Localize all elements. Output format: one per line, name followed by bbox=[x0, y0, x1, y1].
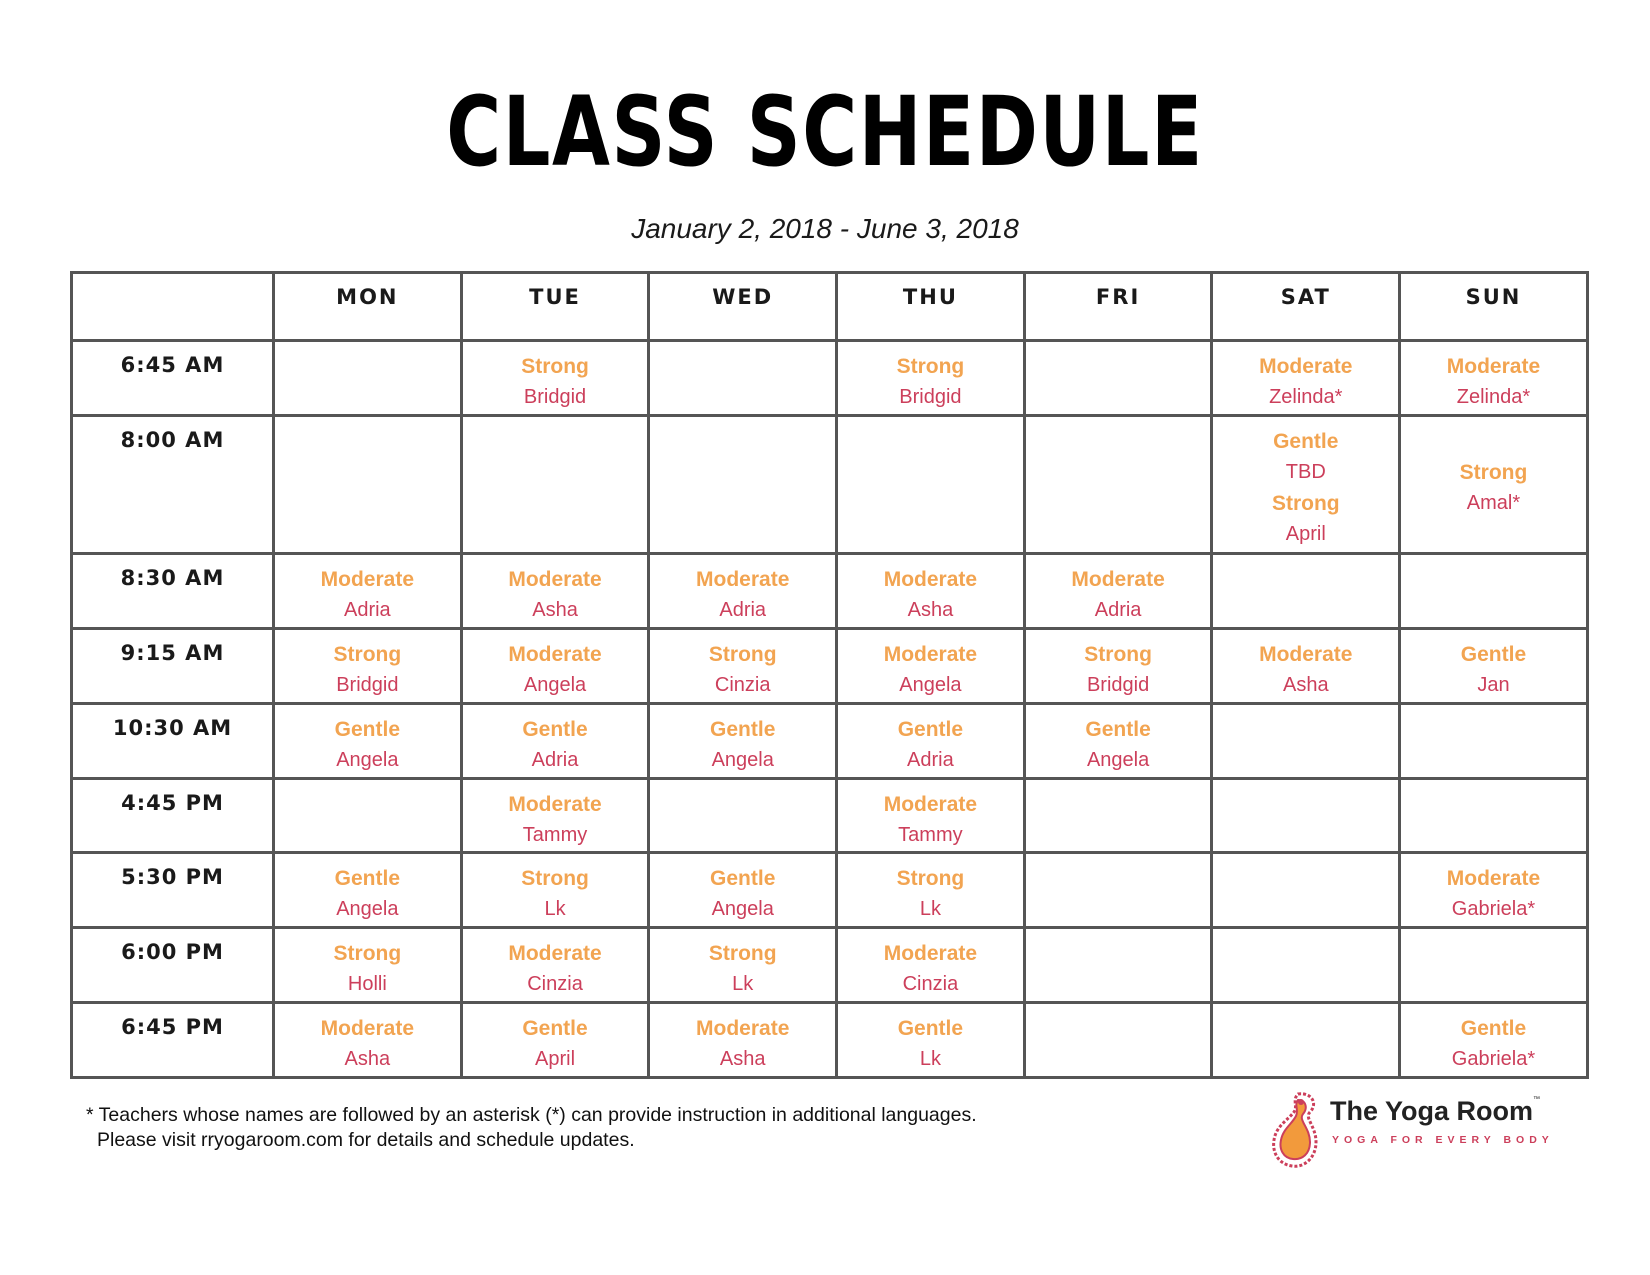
time-cell bbox=[72, 554, 274, 629]
class-list bbox=[838, 342, 1023, 413]
class-level: Gentle bbox=[710, 717, 776, 741]
day-header: WED bbox=[649, 273, 837, 341]
schedule-cell bbox=[274, 341, 462, 416]
class-level: Moderate bbox=[1259, 643, 1353, 667]
class-list bbox=[1026, 854, 1211, 863]
class-teacher: April bbox=[535, 1048, 576, 1071]
schedule-cell bbox=[461, 341, 649, 416]
schedule-cell bbox=[274, 415, 462, 554]
class-list bbox=[1213, 630, 1398, 701]
class-level: Gentle bbox=[710, 867, 776, 891]
class-teacher: Zelinda* bbox=[1269, 386, 1343, 408]
class-level: Moderate bbox=[1446, 867, 1541, 891]
class-list bbox=[275, 630, 460, 701]
class-level: Gentle bbox=[1460, 643, 1527, 667]
class-level: Strong bbox=[708, 942, 777, 966]
class-teacher: Angela bbox=[711, 748, 774, 771]
time-label: 6:45 PM bbox=[121, 1015, 224, 1040]
schedule-cell bbox=[1024, 703, 1212, 778]
schedule-cell bbox=[649, 928, 837, 1003]
class-teacher: Holli bbox=[347, 973, 387, 996]
schedule-cell bbox=[649, 554, 837, 629]
class-teacher: Adria bbox=[1094, 599, 1142, 622]
class-list bbox=[1026, 780, 1211, 789]
class-teacher: Asha bbox=[344, 1048, 391, 1071]
schedule-cell bbox=[1400, 1003, 1588, 1078]
schedule-table bbox=[70, 271, 1589, 1079]
schedule-cell bbox=[1212, 778, 1400, 853]
schedule-cell bbox=[649, 415, 837, 554]
class-list bbox=[275, 555, 460, 626]
schedule-cell bbox=[1212, 928, 1400, 1003]
schedule-cell bbox=[461, 703, 649, 778]
schedule-cell bbox=[837, 703, 1025, 778]
schedule-cell bbox=[1024, 928, 1212, 1003]
class-teacher: Angela bbox=[523, 674, 587, 697]
class-list bbox=[1026, 630, 1211, 701]
class-list bbox=[838, 854, 1023, 925]
time-label: 6:45 AM bbox=[120, 353, 225, 377]
class-teacher: Angela bbox=[336, 898, 399, 921]
schedule-cell bbox=[837, 1003, 1025, 1078]
corner-cell bbox=[72, 273, 274, 341]
class-level: Moderate bbox=[1259, 355, 1353, 378]
class-list bbox=[463, 780, 648, 851]
class-teacher: Lk bbox=[919, 898, 941, 921]
time-cell bbox=[72, 928, 274, 1003]
schedule-cell bbox=[461, 554, 649, 629]
class-list bbox=[650, 780, 835, 789]
yoga-room-logo bbox=[1268, 1090, 1554, 1170]
schedule-cell bbox=[837, 853, 1025, 928]
class-list bbox=[1401, 630, 1586, 701]
class-list bbox=[463, 342, 648, 413]
table-row bbox=[72, 629, 1588, 704]
class-teacher: Cinzia bbox=[527, 973, 583, 996]
class-list bbox=[463, 630, 648, 701]
class-teacher: Jan bbox=[1477, 674, 1510, 697]
class-level: Gentle bbox=[522, 1017, 588, 1041]
table-row bbox=[72, 1003, 1588, 1078]
class-list bbox=[275, 417, 460, 426]
time-cell bbox=[72, 853, 274, 928]
class-list bbox=[1213, 705, 1398, 714]
class-list bbox=[1213, 780, 1398, 789]
class-teacher: Adria bbox=[531, 748, 579, 771]
schedule-cell bbox=[1212, 853, 1400, 928]
class-list bbox=[650, 417, 835, 426]
class-list bbox=[1213, 417, 1398, 550]
schedule-cell bbox=[1024, 629, 1212, 704]
schedule-cell bbox=[1400, 703, 1588, 778]
schedule-cell bbox=[649, 341, 837, 416]
time-label: 10:30 AM bbox=[112, 715, 233, 740]
table-row bbox=[72, 853, 1588, 928]
class-list bbox=[275, 780, 460, 789]
schedule-cell bbox=[1212, 415, 1400, 554]
class-level: Gentle bbox=[522, 717, 588, 741]
schedule-cell bbox=[274, 703, 462, 778]
class-list bbox=[463, 555, 648, 626]
class-level: Moderate bbox=[883, 568, 978, 592]
class-teacher: Gabriela* bbox=[1451, 898, 1536, 921]
date-range: January 2, 2018 - June 3, 2018 bbox=[631, 213, 1019, 244]
class-teacher: Lk bbox=[732, 973, 754, 996]
class-list bbox=[463, 929, 648, 1000]
table-row bbox=[72, 554, 1588, 629]
day-header: THU bbox=[837, 273, 1025, 341]
schedule-cell bbox=[1212, 1003, 1400, 1078]
schedule-cell bbox=[1400, 928, 1588, 1003]
trademark-symbol: ™ bbox=[1533, 1096, 1541, 1103]
class-teacher: Zelinda* bbox=[1456, 386, 1531, 408]
class-level: Gentle bbox=[897, 717, 964, 741]
class-level: Strong bbox=[1084, 643, 1152, 667]
class-level: Moderate bbox=[1071, 568, 1165, 592]
class-teacher: TBD bbox=[1285, 460, 1326, 483]
class-list bbox=[1026, 1004, 1211, 1013]
class-level: Strong bbox=[333, 942, 402, 966]
time-label: 9:15 AM bbox=[120, 641, 225, 666]
class-teacher: Angela bbox=[1086, 748, 1150, 771]
logo-tagline: YOGA FOR EVERY BODY bbox=[1332, 1134, 1554, 1146]
schedule-cell bbox=[274, 853, 462, 928]
schedule-cell bbox=[461, 853, 649, 928]
footnote bbox=[86, 1103, 977, 1153]
class-level: Moderate bbox=[508, 942, 602, 966]
class-teacher: Bridgid bbox=[899, 386, 962, 408]
schedule-cell bbox=[274, 629, 462, 704]
schedule-cell bbox=[1212, 554, 1400, 629]
table-row bbox=[72, 341, 1588, 416]
class-level: Moderate bbox=[883, 792, 978, 816]
class-list bbox=[650, 1004, 835, 1075]
schedule-cell bbox=[1400, 629, 1588, 704]
schedule-cell bbox=[461, 1003, 649, 1078]
class-list bbox=[650, 929, 835, 1000]
class-level: Moderate bbox=[508, 792, 602, 816]
class-list bbox=[838, 705, 1023, 776]
time-cell bbox=[72, 703, 274, 778]
class-teacher: Amal* bbox=[1466, 491, 1521, 514]
schedule-cell bbox=[649, 853, 837, 928]
class-level: Moderate bbox=[320, 568, 415, 592]
day-header: MON bbox=[274, 273, 462, 341]
class-teacher: Asha bbox=[907, 599, 954, 622]
time-cell bbox=[72, 629, 274, 704]
schedule-cell bbox=[274, 778, 462, 853]
table-row bbox=[72, 415, 1588, 554]
schedule-cell bbox=[1400, 341, 1588, 416]
class-level: Moderate bbox=[883, 643, 978, 667]
schedule-cell bbox=[1400, 415, 1588, 554]
schedule-cell bbox=[649, 629, 837, 704]
class-teacher: Tammy bbox=[898, 823, 963, 846]
class-list bbox=[275, 705, 460, 776]
schedule-cell bbox=[837, 629, 1025, 704]
class-level: Strong bbox=[708, 643, 777, 667]
schedule-cell bbox=[1400, 554, 1588, 629]
class-list bbox=[1026, 417, 1211, 426]
class-level: Moderate bbox=[508, 568, 602, 592]
time-cell bbox=[72, 778, 274, 853]
class-teacher: Adria bbox=[719, 599, 767, 622]
class-teacher: Cinzia bbox=[714, 674, 771, 697]
schedule-cell bbox=[1212, 341, 1400, 416]
class-list bbox=[1401, 342, 1586, 413]
schedule-cell bbox=[837, 341, 1025, 416]
class-list bbox=[650, 342, 835, 351]
class-list bbox=[650, 630, 835, 701]
class-list bbox=[463, 417, 648, 426]
class-teacher: Gabriela* bbox=[1451, 1048, 1536, 1071]
class-list bbox=[275, 342, 460, 351]
class-level: Moderate bbox=[883, 942, 978, 966]
time-cell bbox=[72, 1003, 274, 1078]
class-list bbox=[838, 780, 1023, 851]
class-level: Gentle bbox=[334, 867, 401, 891]
class-list bbox=[1026, 342, 1211, 351]
schedule-cell bbox=[837, 928, 1025, 1003]
class-teacher: Bridgid bbox=[523, 386, 587, 408]
time-label: 5:30 PM bbox=[121, 865, 224, 890]
class-level: Strong bbox=[1459, 460, 1528, 484]
class-level: Strong bbox=[1271, 491, 1340, 515]
schedule-cell bbox=[274, 1003, 462, 1078]
schedule-cell bbox=[274, 554, 462, 629]
time-cell bbox=[72, 415, 274, 554]
class-list bbox=[275, 1004, 460, 1075]
class-list bbox=[1401, 705, 1586, 714]
class-list bbox=[1026, 705, 1211, 776]
class-level: Moderate bbox=[696, 568, 790, 592]
class-list bbox=[838, 630, 1023, 701]
class-teacher: Tammy bbox=[522, 823, 588, 846]
class-teacher: April bbox=[1285, 522, 1326, 545]
class-list bbox=[1213, 342, 1398, 413]
class-level: Gentle bbox=[1085, 717, 1151, 741]
class-list bbox=[463, 705, 648, 776]
day-header: SAT bbox=[1212, 273, 1400, 341]
schedule-cell bbox=[837, 415, 1025, 554]
class-teacher: Bridgid bbox=[1086, 674, 1150, 697]
class-level: Gentle bbox=[897, 1017, 964, 1041]
schedule-cell bbox=[1024, 554, 1212, 629]
schedule-cell bbox=[461, 778, 649, 853]
schedule-cell bbox=[1024, 415, 1212, 554]
class-list bbox=[650, 705, 835, 776]
day-header: SUN bbox=[1400, 273, 1588, 341]
time-label: 8:00 AM bbox=[120, 427, 225, 452]
class-level: Strong bbox=[896, 355, 965, 378]
class-list bbox=[838, 929, 1023, 1000]
page-title: CLASS SCHEDULE bbox=[446, 76, 1204, 188]
class-teacher: Angela bbox=[899, 674, 962, 697]
schedule-cell bbox=[461, 928, 649, 1003]
class-list bbox=[463, 1004, 648, 1075]
class-list bbox=[1026, 555, 1211, 626]
table-row bbox=[72, 778, 1588, 853]
class-list bbox=[1401, 780, 1586, 789]
class-teacher: Bridgid bbox=[336, 674, 399, 697]
class-list bbox=[650, 555, 835, 626]
class-list bbox=[650, 854, 835, 925]
class-teacher: Asha bbox=[532, 599, 578, 622]
class-list bbox=[1401, 555, 1586, 564]
time-label: 8:30 AM bbox=[120, 566, 225, 591]
time-label: 6:00 PM bbox=[121, 940, 224, 965]
class-list bbox=[463, 854, 648, 925]
schedule-cell bbox=[1400, 853, 1588, 928]
paisley-icon bbox=[1268, 1090, 1324, 1170]
schedule-cell bbox=[649, 778, 837, 853]
time-label: 4:45 PM bbox=[121, 790, 224, 815]
day-header: FRI bbox=[1024, 273, 1212, 341]
class-level: Moderate bbox=[696, 1017, 790, 1041]
class-level: Gentle bbox=[1273, 429, 1339, 453]
time-cell bbox=[72, 341, 274, 416]
class-list bbox=[1213, 1004, 1398, 1013]
class-teacher: Cinzia bbox=[902, 973, 959, 996]
schedule-cell bbox=[1024, 1003, 1212, 1078]
schedule-cell bbox=[461, 415, 649, 554]
class-list bbox=[1213, 929, 1398, 938]
class-list bbox=[1213, 854, 1398, 863]
class-list bbox=[1026, 929, 1211, 938]
footnote-line-2: Please visit rryogaroom.com for details and schedule updates. bbox=[97, 1129, 635, 1151]
schedule-cell bbox=[837, 778, 1025, 853]
logo-name: The Yoga Room™ bbox=[1330, 1096, 1541, 1126]
class-teacher: Asha bbox=[719, 1048, 766, 1071]
class-level: Gentle bbox=[334, 717, 401, 741]
class-list bbox=[1401, 1004, 1586, 1075]
schedule-cell bbox=[1212, 703, 1400, 778]
class-list bbox=[1401, 929, 1586, 938]
class-list bbox=[1213, 555, 1398, 564]
class-list bbox=[838, 1004, 1023, 1075]
class-level: Strong bbox=[896, 867, 965, 891]
footnote-line-1: * Teachers whose names are followed by an asterisk (*) can provide instruction in additional languages. bbox=[86, 1104, 977, 1126]
class-level: Gentle bbox=[1460, 1017, 1527, 1041]
class-teacher: Angela bbox=[711, 898, 774, 921]
schedule-cell bbox=[1024, 778, 1212, 853]
schedule-cell bbox=[1400, 778, 1588, 853]
class-level: Strong bbox=[521, 867, 589, 891]
class-teacher: Adria bbox=[907, 748, 954, 771]
table-row bbox=[72, 703, 1588, 778]
schedule-cell bbox=[649, 703, 837, 778]
class-list bbox=[1401, 417, 1586, 519]
class-level: Strong bbox=[521, 355, 589, 378]
schedule-cell bbox=[1024, 341, 1212, 416]
class-teacher: Adria bbox=[343, 599, 391, 622]
class-teacher: Lk bbox=[544, 898, 566, 921]
class-teacher: Angela bbox=[336, 748, 399, 771]
class-level: Moderate bbox=[320, 1017, 415, 1041]
header-row bbox=[72, 273, 1588, 341]
class-list bbox=[275, 854, 460, 925]
class-list bbox=[275, 929, 460, 1000]
class-teacher: Asha bbox=[1282, 674, 1329, 697]
day-header: TUE bbox=[461, 273, 649, 341]
class-list bbox=[1401, 854, 1586, 925]
table-row bbox=[72, 928, 1588, 1003]
schedule-cell bbox=[837, 554, 1025, 629]
class-list bbox=[838, 555, 1023, 626]
schedule-cell bbox=[1212, 629, 1400, 704]
schedule-cell bbox=[274, 928, 462, 1003]
class-list bbox=[838, 417, 1023, 426]
class-level: Moderate bbox=[1446, 355, 1541, 378]
class-level: Moderate bbox=[508, 643, 602, 667]
schedule-cell bbox=[1024, 853, 1212, 928]
schedule-body bbox=[72, 341, 1588, 1078]
class-level: Strong bbox=[333, 643, 402, 667]
schedule-cell bbox=[649, 1003, 837, 1078]
class-teacher: Lk bbox=[919, 1048, 941, 1071]
schedule-cell bbox=[461, 629, 649, 704]
